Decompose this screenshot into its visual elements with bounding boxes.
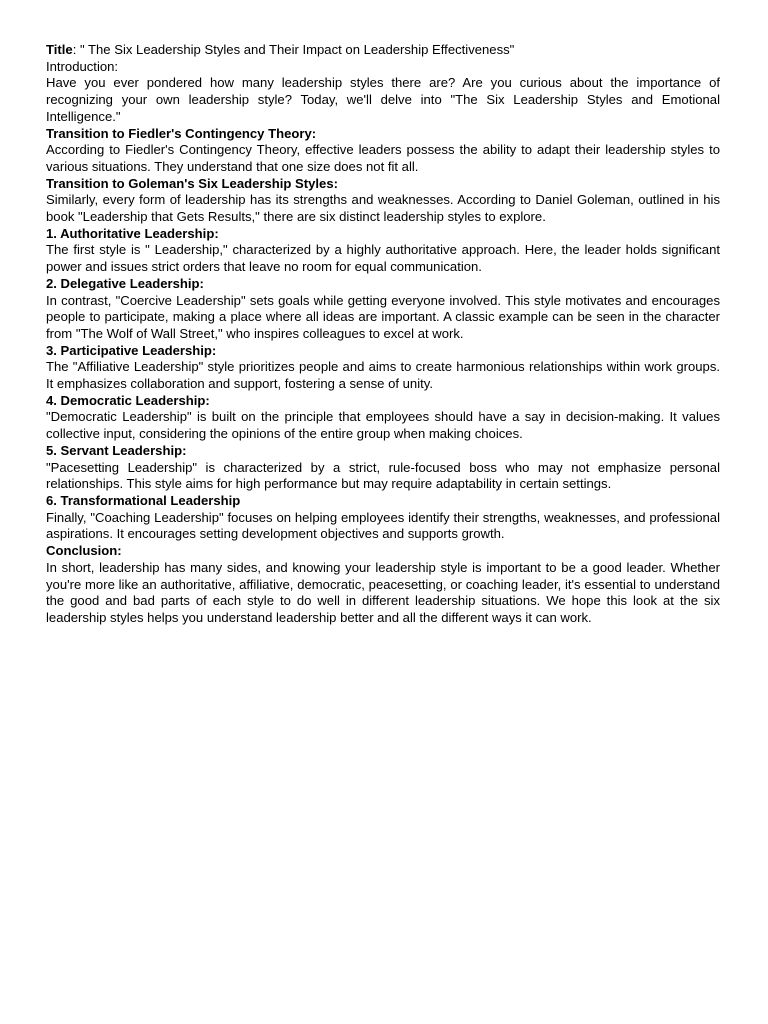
section-paragraph-transformational: Finally, "Coaching Leadership" focuses on helping employees identify their strengths, weaknesses, and professional aspirations. It encourages setting development objectives and supports growth. [46, 509, 720, 542]
introduction-paragraph: Have you ever pondered how many leadership styles there are? Are you curious about the importance of recognizing your own leadership style? Today, we'll delve into "The Six Leadership Styles and Emotional Intelligence." [46, 75, 720, 124]
section-paragraph-authoritative: The first style is " Leadership," characterized by a highly authoritative approach. Here, the leader holds significant power and issues strict orders that leave no room for equal communication. [46, 242, 720, 275]
title-label: Title [46, 42, 73, 57]
section-heading-servant: 5. Servant Leadership: [46, 442, 187, 458]
section-heading-delegative: 2. Delegative Leadership: [46, 275, 204, 291]
section-heading-authoritative: 1. Authoritative Leadership: [46, 225, 219, 241]
title-text: : " The Six Leadership Styles and Their Impact on Leadership Effectiveness" [72, 42, 515, 57]
section-paragraph-fiedler: According to Fiedler's Contingency Theory, effective leaders possess the ability to adapt their leadership styles to various situations. They understand that one size does not fit all. [46, 142, 720, 174]
document-body [46, 42, 720, 627]
section-heading-goleman: Transition to Goleman's Six Leadership Styles: [46, 175, 338, 191]
section-paragraph-delegative: In contrast, "Coercive Leadership" sets goals while getting everyone involved. This style motivates and encourages people to participate, making a place where all ideas are important. A classic example can be seen in the character from "The Wolf of Wall Street," who inspires colleagues to excel at work. [46, 292, 720, 341]
section-heading-fiedler: Transition to Fiedler's Contingency Theory: [46, 125, 317, 141]
section-heading-democratic: 4. Democratic Leadership: [46, 392, 210, 408]
introduction-heading: Introduction: [46, 58, 119, 74]
section-paragraph-servant: "Pacesetting Leadership" is characterized by a strict, rule-focused boss who may not emphasize personal relationships. This style aims for high performance but may require adaptability in certain settings. [46, 459, 720, 492]
section-paragraph-democratic: "Democratic Leadership" is built on the principle that employees should have a say in decision-making. It values collective input, considering the opinions of the entire group when making choices. [46, 409, 720, 442]
section-heading-participative: 3. Participative Leadership: [46, 342, 217, 358]
section-heading-conclusion: Conclusion: [46, 543, 122, 559]
section-paragraph-conclusion: In short, leadership has many sides, and knowing your leadership style is important to be a good leader. Whether you're more like an authoritative, affiliative, democratic, peacesetting, or coaching leader, it's essential to understand the good and bad parts of each style to do well in different leadership situations. We hope this look at the six leadership styles helps you understand leadership better and all the different ways it can work. [46, 559, 720, 625]
section-paragraph-goleman: Similarly, every form of leadership has its strengths and weaknesses. According to Daniel Goleman, outlined in his book "Leadership that Gets Results," there are six distinct leadership styles to explore. [46, 192, 720, 225]
document-title [46, 42, 720, 59]
section-heading-transformational: 6. Transformational Leadership [46, 492, 241, 508]
section-paragraph-participative: The "Affiliative Leadership" style prioritizes people and aims to create harmonious relationships within work groups. It emphasizes collaboration and support, fostering a sense of unity. [46, 359, 720, 392]
